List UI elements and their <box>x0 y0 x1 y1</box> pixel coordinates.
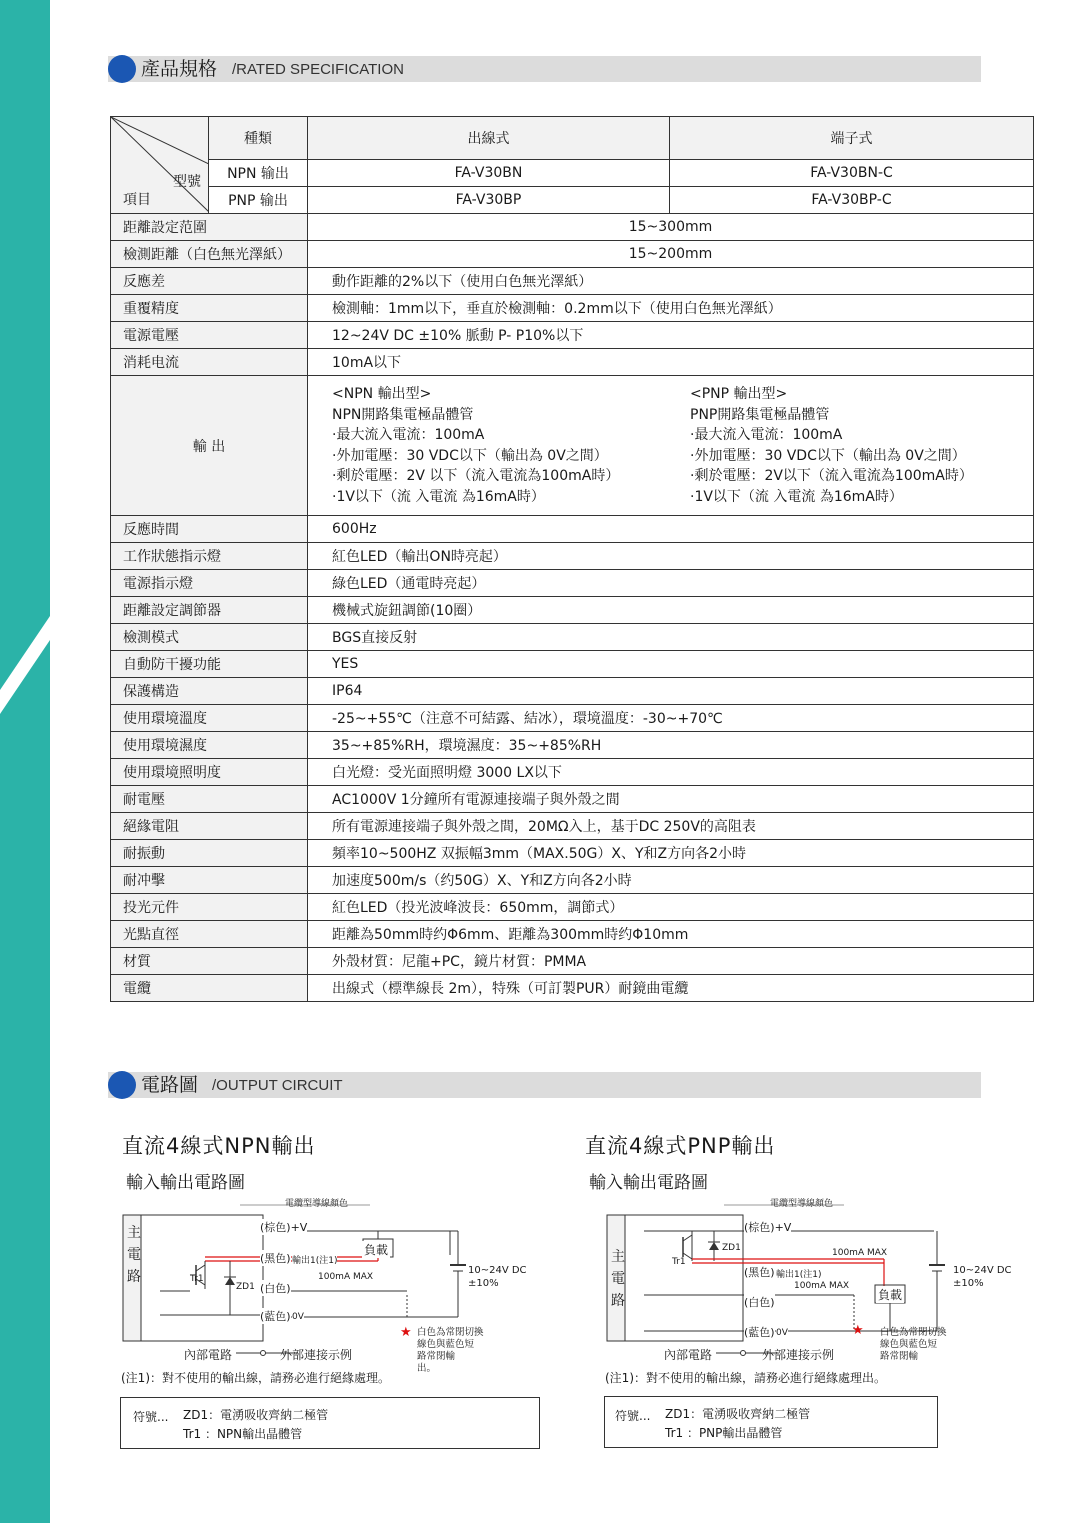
section-bullet-icon <box>108 55 136 83</box>
insulation-note: (注1)：對不使用的輸出線，請務必進行絕緣處理。 <box>121 1371 390 1385</box>
cable-type-header: 出線式 <box>308 117 670 160</box>
spec-label: 材質 <box>111 948 308 975</box>
internal-circuit-label: 內部電路 <box>664 1348 713 1362</box>
main-circuit-label <box>611 1246 625 1312</box>
black-wire-label: (黑色) <box>744 1266 775 1279</box>
section-title-zh: 產品規格 <box>141 58 218 80</box>
transistor-desc: Tr1 ：NPN輸出晶體管 <box>183 1427 303 1441</box>
spec-row <box>111 214 1034 241</box>
main-circuit-label <box>127 1222 141 1288</box>
spec-row <box>111 678 1034 705</box>
load-label: 負載 <box>878 1288 903 1302</box>
spec-value: 15~200mm <box>308 241 1034 268</box>
spec-line: PNP開路集電極晶體管 <box>690 406 830 423</box>
spec-value: 距離為50mm時约Φ6mm、距離為300mm時约Φ10mm <box>308 921 1034 948</box>
spec-value: -25~+55℃（注意不可結露、結冰），環境溫度：-30~+70℃ <box>308 705 1034 732</box>
side-accent-bar <box>0 0 50 1523</box>
pnp-output-label: PNP 输出 <box>209 187 308 214</box>
spec-value: BGS直接反射 <box>308 624 1034 651</box>
model-header-label: 型號 <box>173 174 201 190</box>
spec-row <box>111 295 1034 322</box>
terminal-type-header: 端子式 <box>670 117 1034 160</box>
external-example-label: 外部連接示例 <box>280 1348 353 1362</box>
note-line: 白色為常閉切換 <box>880 1327 947 1338</box>
symbols-label: 符號... <box>133 1410 169 1424</box>
pnp-circuit-subtitle: 輸入輸出電路圖 <box>589 1173 708 1193</box>
output-spec-cell <box>308 376 1034 516</box>
npn-circuit-subtitle: 輸入輸出電路圖 <box>126 1173 245 1193</box>
spec-row <box>111 894 1034 921</box>
spec-value: 15~300mm <box>308 214 1034 241</box>
npn-circuit-title: 直流4線式NPN輸出 <box>122 1134 316 1158</box>
brown-wire-label: (棕色)+V <box>260 1221 308 1234</box>
current-label: 100mA MAX <box>794 1281 850 1291</box>
symbol-legend <box>120 1397 540 1449</box>
npn-cable-model: FA-V30BN <box>308 160 670 187</box>
external-example-label: 外部連接示例 <box>762 1348 835 1362</box>
spec-label: 電源指示燈 <box>111 570 308 597</box>
spec-row <box>111 516 1034 543</box>
spec-value: 綠色LED（通電時亮起） <box>308 570 1034 597</box>
note-line: 白色為常閉切換 <box>417 1327 484 1338</box>
symbols-label: 符號... <box>615 1409 651 1423</box>
spec-label: 檢測距離（白色無光澤紙） <box>111 241 308 268</box>
spec-value: 12~24V DC ±10% 脈動 P- P10%以下 <box>308 322 1034 349</box>
current-top-label: 100mA MAX <box>832 1248 888 1258</box>
spec-row <box>111 597 1034 624</box>
internal-circuit-label: 內部電路 <box>184 1348 233 1362</box>
star-icon: ★ <box>400 1325 412 1340</box>
blue-wire-note: 0V <box>776 1328 788 1338</box>
zener-label: ZD1 <box>236 1282 255 1292</box>
npn-output-label: NPN 输出 <box>209 160 308 187</box>
cable-color-label: 電纜型導線顏色 <box>285 1199 349 1209</box>
section-title-en: /RATED SPECIFICATION <box>232 61 404 78</box>
spec-row <box>111 570 1034 597</box>
type-header: 種類 <box>209 117 308 160</box>
spec-label: 電源電壓 <box>111 322 308 349</box>
zener-desc: ZD1：電湧吸收齊納二極管 <box>183 1408 329 1422</box>
spec-line: ·剩於電壓：2V 以下（流入電流為100mA時） <box>332 468 620 484</box>
spec-value: 紅色LED（輸出ON時亮起） <box>308 543 1034 570</box>
spec-row <box>111 975 1034 1002</box>
spec-row <box>111 322 1034 349</box>
spec-row <box>111 921 1034 948</box>
black-wire-note: 輸出1(注1) <box>292 1253 337 1266</box>
spec-line: <NPN 輸出型> <box>332 386 432 402</box>
spec-row <box>111 813 1034 840</box>
spec-row <box>111 543 1034 570</box>
spec-value: 所有電源連接端子與外殼之間，20MΩ入上，基于DC 250V的高阻表 <box>308 813 1034 840</box>
load-label: 負載 <box>364 1243 389 1257</box>
pnp-cable-model: FA-V30BP <box>308 187 670 214</box>
spec-row <box>111 840 1034 867</box>
white-wire-label: (白色) <box>260 1282 291 1295</box>
spec-row <box>111 786 1034 813</box>
spec-table <box>110 116 1034 1002</box>
npn-output-spec <box>332 384 690 507</box>
pnp-terminal-model: FA-V30BP-C <box>670 187 1034 214</box>
spec-row <box>111 241 1034 268</box>
spec-value: 機械式旋鈕調節(10圈） <box>308 597 1034 624</box>
spec-line: ·最大流入電流：100mA <box>690 427 843 443</box>
spec-label: 保護構造 <box>111 678 308 705</box>
zener-label: ZD1 <box>722 1243 741 1253</box>
blue-wire-label: (藍色) <box>744 1326 775 1339</box>
spec-label: 距離設定范圍 <box>111 214 308 241</box>
note-line: 出。 <box>417 1363 437 1374</box>
black-wire-label: (黑色) <box>260 1252 291 1265</box>
spec-row <box>111 759 1034 786</box>
tolerance-label: ±10% <box>953 1278 984 1289</box>
spec-row <box>111 624 1034 651</box>
spec-value: 白光燈：受光面照明燈 3000 LX以下 <box>308 759 1034 786</box>
star-note <box>880 1327 947 1363</box>
spec-label: 耐電壓 <box>111 786 308 813</box>
spec-label: 耐振動 <box>111 840 308 867</box>
section-header-circuit <box>108 1072 981 1098</box>
main-char: 主 <box>611 1249 625 1265</box>
main-char: 主 <box>127 1225 141 1241</box>
spec-label: 自動防干擾功能 <box>111 651 308 678</box>
cable-color-label: 電纜型導線顏色 <box>770 1199 834 1209</box>
spec-value: 檢測軸：1mm以下，垂直於檢測軸：0.2mm以下（使用白色無光澤紙） <box>308 295 1034 322</box>
spec-label: 距離設定調節器 <box>111 597 308 624</box>
spec-label: 光點直徑 <box>111 921 308 948</box>
spec-line: ·1V以下（流 入電流 為16mA時） <box>332 488 545 505</box>
spec-value: 出線式（標準線長 2m），特殊（可訂製PUR）耐鏡曲電纜 <box>308 975 1034 1002</box>
spec-value: 10mA以下 <box>308 349 1034 376</box>
note-line: 線色與藍色短 <box>880 1339 938 1350</box>
spec-line: ·外加電壓：30 VDC以下（輸出為 0V之間） <box>690 447 966 464</box>
spec-row <box>111 651 1034 678</box>
spec-value: 頻率10~500HZ 双振幅3mm（MAX.50G）X、Y和Z方向各2小時 <box>308 840 1034 867</box>
spec-row <box>111 948 1034 975</box>
spec-label: 檢測模式 <box>111 624 308 651</box>
spec-line: ·1V以下（流 入電流 為16mA時） <box>690 488 903 505</box>
spec-label: 絕緣電阻 <box>111 813 308 840</box>
pnp-output-spec <box>690 384 973 507</box>
spec-value: AC1000V 1分鐘所有電源連接端子與外殼之間 <box>308 786 1034 813</box>
main-char: 路 <box>127 1269 141 1285</box>
blue-wire-note: 0V <box>292 1312 304 1322</box>
spec-value: IP64 <box>308 678 1034 705</box>
pnp-circuit-title: 直流4線式PNP輸出 <box>585 1134 776 1158</box>
header-diagonal-cell <box>111 117 209 214</box>
spec-value: 外殼材質：尼龍+PC，鏡片材質：PMMA <box>308 948 1034 975</box>
spec-label: 反應時間 <box>111 516 308 543</box>
spec-value: 加速度500m/s（约50G）X、Y和Z方向各2小時 <box>308 867 1034 894</box>
spec-label: 電纜 <box>111 975 308 1002</box>
insulation-note: (注1)：對不使用的輸出線，請務必進行絕緣處理出。 <box>605 1371 887 1385</box>
section-title-zh: 電路圖 <box>141 1074 199 1096</box>
star-note <box>417 1327 484 1375</box>
spec-label: 消耗电流 <box>111 349 308 376</box>
item-header-label: 項目 <box>123 192 151 208</box>
blue-wire-label: (藍色) <box>260 1310 291 1323</box>
brown-wire-label: (棕色)+V <box>744 1221 792 1234</box>
spec-label: 投光元件 <box>111 894 308 921</box>
spec-value: 紅色LED（投光波峰波長：650mm，調節式） <box>308 894 1034 921</box>
note-line: 路常閉輸 <box>417 1351 456 1362</box>
section-bullet-icon <box>108 1071 136 1099</box>
spec-label: 使用環境溫度 <box>111 705 308 732</box>
spec-label: 使用環境濕度 <box>111 732 308 759</box>
main-char: 電 <box>611 1271 625 1287</box>
spec-value: 動作距離的2%以下（使用白色無光澤紙） <box>308 268 1034 295</box>
transistor-label: Tr1 <box>672 1257 686 1267</box>
spec-value: YES <box>308 651 1034 678</box>
spec-label: 使用環境照明度 <box>111 759 308 786</box>
voltage-label: 10~24V DC <box>468 1265 527 1276</box>
spec-value: 600Hz <box>308 516 1034 543</box>
note-line: 線色與藍色短 <box>417 1339 475 1350</box>
spec-line: ·外加電壓：30 VDC以下（輸出為 0V之間） <box>332 447 608 464</box>
voltage-label: 10~24V DC <box>953 1265 1012 1276</box>
spec-label: 工作狀態指示燈 <box>111 543 308 570</box>
output-label: 輸 出 <box>111 376 308 516</box>
spec-row <box>111 705 1034 732</box>
main-char: 電 <box>127 1247 141 1263</box>
transistor-label: Tr1 <box>190 1274 204 1284</box>
spec-line: NPN開路集電極晶體管 <box>332 406 474 423</box>
spec-line: <PNP 輸出型> <box>690 386 788 402</box>
star-icon: ★ <box>852 1323 864 1338</box>
output-row <box>111 376 1034 516</box>
main-char: 路 <box>611 1293 625 1309</box>
npn-terminal-model: FA-V30BN-C <box>670 160 1034 187</box>
tolerance-label: ±10% <box>468 1278 499 1289</box>
black-wire-note: 輸出1(注1) <box>776 1267 821 1280</box>
spec-row <box>111 268 1034 295</box>
zener-desc: ZD1：電湧吸收齊納二極管 <box>665 1407 811 1421</box>
symbol-legend <box>604 1396 938 1448</box>
spec-line: ·剩於電壓：2V以下（流入電流為100mA時） <box>690 468 973 484</box>
pnp-circuit-diagram <box>604 1195 1024 1395</box>
current-label: 100mA MAX <box>318 1272 374 1282</box>
section-header-spec <box>108 56 981 82</box>
spec-row <box>111 867 1034 894</box>
side-accent-stripe <box>0 0 50 1523</box>
spec-label: 重覆精度 <box>111 295 308 322</box>
spec-value: 35~+85%RH，環境濕度：35~+85%RH <box>308 732 1034 759</box>
spec-label: 反應差 <box>111 268 308 295</box>
note-line: 路常閉輸 <box>880 1351 919 1362</box>
spec-row <box>111 349 1034 376</box>
spec-label: 耐冲擊 <box>111 867 308 894</box>
white-wire-label: (白色) <box>744 1296 775 1309</box>
spec-row <box>111 732 1034 759</box>
transistor-desc: Tr1 ：PNP輸出晶體管 <box>665 1426 783 1440</box>
spec-line: ·最大流入電流：100mA <box>332 427 485 443</box>
section-title-en: /OUTPUT CIRCUIT <box>212 1077 343 1094</box>
